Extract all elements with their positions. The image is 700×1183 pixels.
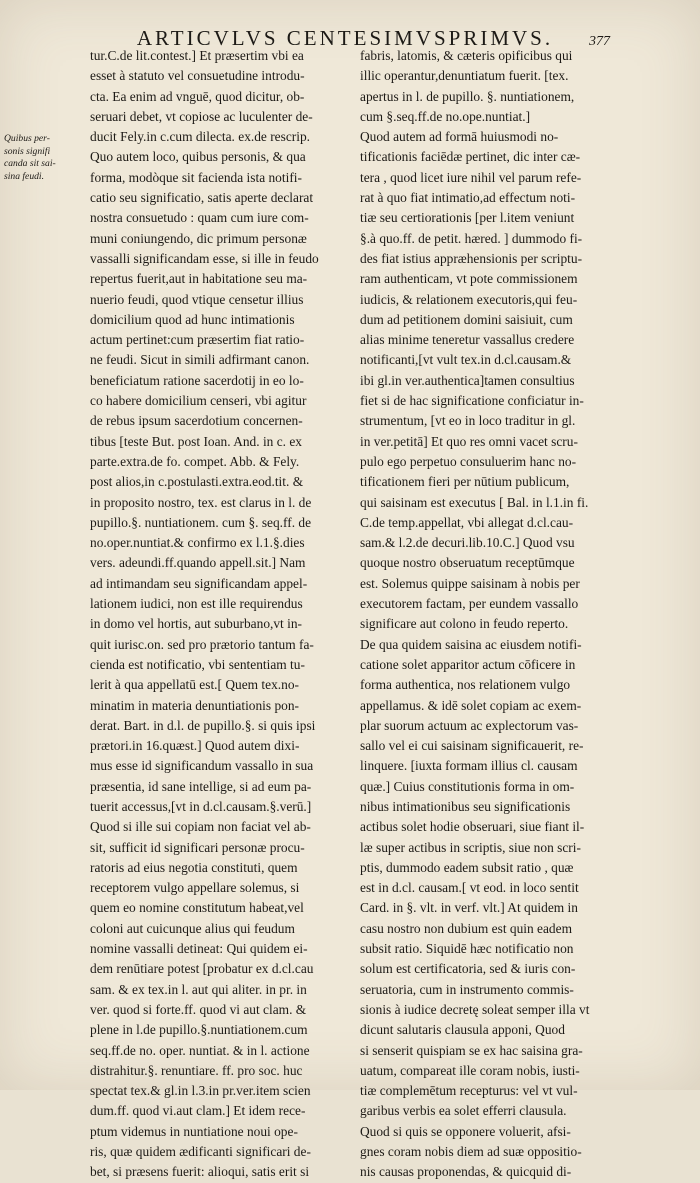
text-line: bet, si præsens fuerit: alioqui, satis erit si — [90, 1164, 310, 1180]
right-text-column — [360, 46, 610, 1183]
text-line: coloni aut cuicunque alius qui feudum — [90, 920, 295, 936]
text-line: ptis, dummodo eadem subsit ratio , quæ — [360, 859, 574, 875]
text-line: in ver.petitā] Et quo res omni vacet scru- — [360, 433, 578, 449]
text-line: dum ad petitionem domini saisiuit, cum — [360, 311, 573, 327]
text-line: De qua quidem saisina ac eiusdem notifi- — [360, 636, 582, 652]
text-line: distrahitur.§. renuntiare. ff. pro soc. huc — [90, 1062, 303, 1078]
text-line: sit, sufficit id significari personæ procu- — [90, 839, 305, 855]
text-line: gnes coram nobis diem ad suæ oppositio- — [360, 1144, 582, 1160]
text-line: cum §.seq.ff.de no.ope.nuntiat.] — [360, 108, 531, 124]
marginal-note-line: canda sit sai- — [4, 158, 56, 169]
text-line: lerit à qua appellatū est.[ Quem tex.no- — [90, 677, 299, 693]
text-line: co habere domicilium censeri, vbi agitur — [90, 393, 307, 409]
text-line: ad intimandam seu significandam appel- — [90, 575, 308, 591]
text-line: qui saisinam est executus [ Bal. in l.1.in fi. — [360, 494, 589, 510]
text-line: præsentia, id sane intellige, si ad eum pa- — [90, 778, 312, 794]
text-line: significare aut colono in feudo reperto. — [360, 616, 569, 632]
text-line: Quod si ille sui copiam non faciat vel ab- — [90, 819, 311, 835]
text-line: rat à quo fiat intimatio,ad effectum noti- — [360, 190, 576, 206]
text-line: pulo ego perpetuo consuluerim hanc no- — [360, 453, 577, 469]
text-line: vers. adeundi.ff.quando appell.sit.] Nam — [90, 555, 306, 571]
text-line: apertus in l. de pupillo. §. nuntiationem, — [360, 88, 575, 104]
text-line: nibus intimationibus seu significationis — [360, 798, 571, 814]
text-line: dum.ff. quod vi.aut clam.] Et idem rece- — [90, 1103, 306, 1119]
text-line: nostra consuetudo : quam cum iure com- — [90, 210, 309, 226]
text-line: sallo vel ei cui saisinam significauerit, re- — [360, 738, 584, 754]
text-line: quem eo nomine constitutum habeat,vel — [90, 900, 304, 916]
text-line: domicilium quod ad hunc intimationis — [90, 311, 295, 327]
text-line: cienda est notificatio, vbi sententiam tu- — [90, 656, 305, 672]
text-line: ne feudi. Sicut in simili adfirmant canon. — [90, 352, 310, 368]
text-line: ris, quæ quidem ædificanti significari de- — [90, 1144, 311, 1160]
text-line: Quod si quis se opponere voluerit, afsi- — [360, 1123, 571, 1139]
text-line: vassalli significandam esse, si ille in feudo — [90, 250, 319, 266]
running-title: ARTICVLVS CENTESIMVSPRIMVS. — [136, 26, 554, 50]
text-line: in proposito nostro, tex. est clarus in l. de — [90, 494, 312, 510]
text-line: est in d.cl. causam.[ vt eod. in loco sentit — [360, 880, 579, 896]
text-line: tiæ complemētum recepturus: vel vt vul- — [360, 1083, 578, 1099]
text-line: strumentum, [vt eo in loco traditur in gl. — [360, 413, 576, 429]
text-line: des fiat istius appræhensionis per scriptu- — [360, 250, 583, 266]
text-line: receptorem vulgo appellare solemus, si — [90, 880, 300, 896]
text-line: plar suorum actuum ac explectorum vas- — [360, 717, 579, 733]
text-line: fiet si de hac significatione conficiatur in- — [360, 393, 584, 409]
text-line: mus esse id significandum vassallo in sua — [90, 758, 314, 774]
text-line: lationem iudici, non est ille requirendus — [90, 596, 303, 612]
text-line: ibi gl.in ver.authentica]tamen consultius — [360, 372, 575, 388]
text-line: prætori.in 16.quæst.] Quod autem dixi- — [90, 738, 300, 754]
text-line: seruari debet, vt copiose ac luculenter de- — [90, 108, 313, 124]
text-line: derat. Bart. in d.l. de pupillo.§. si quis ipsi — [90, 717, 316, 733]
text-line: notificanti,[vt vult tex.in d.cl.causam.& — [360, 352, 572, 368]
text-line: læ super actibus in scriptis, siue non scri- — [360, 839, 581, 855]
text-line: ram authenticam, vt pote commissionem — [360, 271, 578, 287]
text-line: tiæ seu certiorationis [per l.item veniunt — [360, 210, 575, 226]
text-line: iudicis, & relationem executoris,qui feu- — [360, 291, 578, 307]
text-line: post alios,in c.postulasti.extra.eod.tit. & — [90, 474, 304, 490]
text-line: linquere. [iuxta formam illius cl. causam — [360, 758, 578, 774]
text-line: ver. quod si forte.ff. quod vi aut clam. & — [90, 1001, 307, 1017]
marginal-note — [4, 133, 84, 183]
page-number: 377 — [589, 34, 610, 49]
marginal-note-line: sina feudi. — [4, 170, 44, 182]
text-line: nuerio feudi, quod vtique censetur illius — [90, 291, 304, 307]
text-line: dicunt salutaris clausula apponi, Quod — [360, 1022, 565, 1038]
text-line: cta. Ea enim ad vnguē, quod dicitur, ob- — [90, 88, 305, 104]
text-line: alias minime teneretur vassallus credere — [360, 332, 575, 348]
text-line: casu nostro non dubium est quin eadem — [360, 920, 572, 936]
text-line: quæ.] Cuius constitutionis forma in om- — [360, 778, 575, 794]
text-line: quoque nostro obseruatum receptūmque — [360, 555, 575, 571]
text-line: plene in l.de pupillo.§.nuntiationem.cum — [90, 1022, 308, 1038]
marginal-note-line: Quibus per- — [4, 133, 50, 144]
text-line: tibus [teste But. post Ioan. And. in c. ex — [90, 433, 302, 449]
text-line: tuerit accessus,[vt in d.cl.causam.§.verū.] — [90, 798, 312, 814]
text-line: tificationis faciēdæ pertinet, dic inter cæ- — [360, 149, 581, 165]
text-line: muni coniungendo, dic primum personæ — [90, 230, 307, 246]
text-line: illic operantur,denuntiatum fuerit. [tex. — [360, 68, 569, 84]
text-line: sionis à iudice decretę soleat semper illa vt — [360, 1001, 590, 1017]
text-line: C.de temp.appellat, vbi allegat d.cl.cau- — [360, 514, 574, 530]
text-line: ratoris ad eius negotia constituti, quem — [90, 859, 298, 875]
text-line: §.à quo.ff. de petit. hæred. ] dummodo fi- — [360, 230, 583, 246]
text-line: subsit ratio. Siquidē hæc notificatio non — [360, 941, 574, 957]
text-line: sam. & ex tex.in l. aut qui aliter. in pr. in — [90, 981, 307, 997]
text-line: catione solet apparitor actum cōficere in — [360, 656, 576, 672]
text-line: tera , quod licet iure nihil vel parum refe- — [360, 169, 582, 185]
text-line: actibus solet hodie obseruari, siue fiant il- — [360, 819, 585, 835]
text-line: de rebus ipsum sacerdotium concernen- — [90, 413, 303, 429]
text-line: est. Solemus quippe saisinam à nobis per — [360, 575, 580, 591]
text-line: in domo vel hortis, aut suburbano,vt in- — [90, 616, 302, 632]
text-line: uatum, compareat ille coram nobis, iusti- — [360, 1062, 580, 1078]
text-line: minatim in materia denuntiationis pon- — [90, 697, 299, 713]
text-line: repertus fuerit,aut in habitatione seu ma- — [90, 271, 308, 287]
text-line: quit iurisc.on. sed pro prætorio tantum fa- — [90, 636, 314, 652]
text-line: fabris, latomis, & cæteris opificibus qui — [360, 48, 573, 63]
text-line: Quo autem loco, quibus personis, & qua — [90, 149, 306, 165]
text-line: no.oper.nuntiat.& confirmo ex l.1.§.dies — [90, 535, 305, 551]
text-line: pupillo.§. nuntiationem. cum §. seq.ff. de — [90, 514, 312, 530]
text-line: seq.ff.de no. oper. nuntiat. & in l. actione — [90, 1042, 310, 1058]
text-line: forma, modòque sit facienda ista notifi- — [90, 169, 302, 185]
text-line: tur.C.de lit.contest.] Et præsertim vbi ea — [90, 48, 304, 63]
left-text-column — [90, 46, 342, 1183]
text-line: si senserit quispiam se ex hac saisina gra- — [360, 1042, 583, 1058]
text-line: garibus verbis ea solet efferri clausula. — [360, 1103, 567, 1119]
text-line: forma authentica, nos relationem vulgo — [360, 677, 571, 693]
text-line: nomine vassalli detineat: Qui quidem ei- — [90, 941, 308, 957]
text-line: actum pertinet:cum præsertim fiat ratio- — [90, 332, 305, 348]
text-line: seruatoria, cum in instrumento commis- — [360, 981, 574, 997]
text-line: appellamus. & idē solet copiam ac exem- — [360, 697, 582, 713]
text-line: tificationem fieri per nūtium publicum, — [360, 474, 570, 490]
text-line: executorem factam, per eundem vassallo — [360, 596, 579, 612]
text-line: spectat tex.& gl.in l.3.in pr.ver.item scien — [90, 1083, 311, 1099]
text-line: Quod autem ad formā huiusmodi no- — [360, 129, 559, 145]
text-line: dem renūtiare potest [probatur ex d.cl.cau — [90, 961, 314, 977]
text-line: esset à statuto vel consuetudine introdu- — [90, 68, 305, 84]
text-line: nis causas proponendas, & quicquid di- — [360, 1164, 572, 1180]
text-line: ducit Fely.in c.cum dilecta. ex.de rescrip. — [90, 129, 310, 145]
text-line: Card. in §. vlt. in verf. vlt.] At quidem in — [360, 900, 578, 916]
marginal-note-line: sonis signifi — [4, 145, 51, 157]
text-line: beneficiatum ratione sacerdotij in eo lo- — [90, 372, 304, 388]
text-line: sam.& l.2.de decuri.lib.10.C.] Quod vsu — [360, 535, 575, 551]
text-line: ptum videmus in nuntiatione noui ope- — [90, 1123, 298, 1139]
text-line: catio seu significatio, satis aperte declarat — [90, 190, 314, 206]
text-line: parte.extra.de fo. compet. Abb. & Fely. — [90, 453, 300, 469]
text-line: solum est certificatoria, sed & iuris con- — [360, 961, 576, 977]
